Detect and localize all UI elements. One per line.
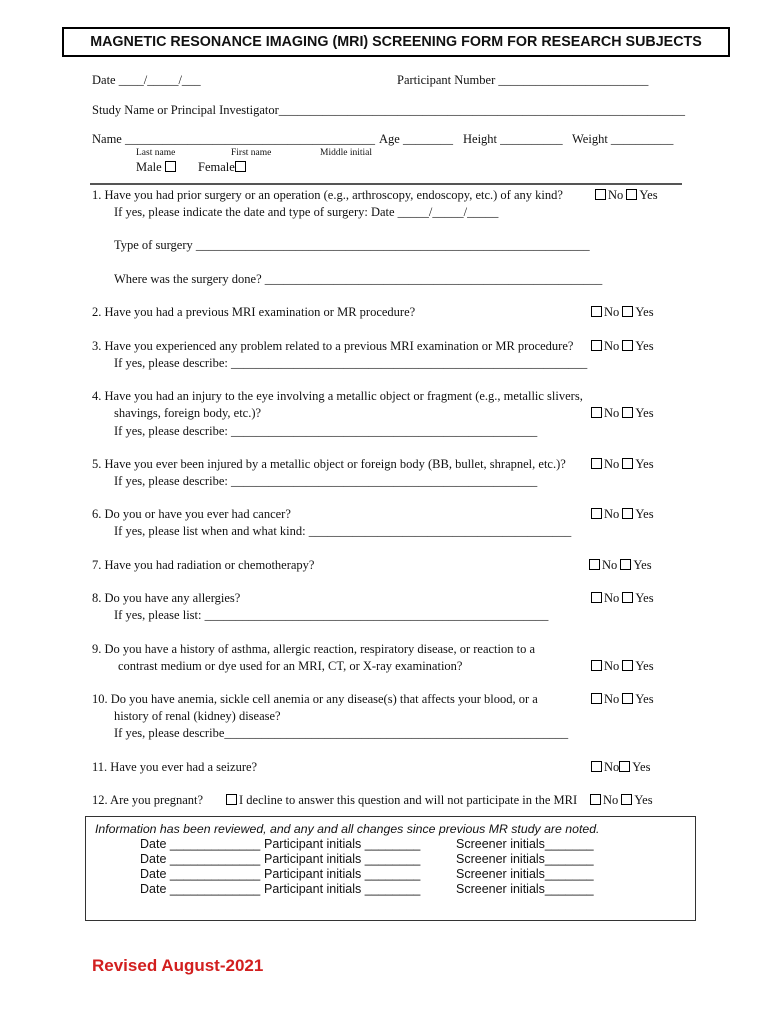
review-screener-initials[interactable]: Screener initials_______ — [456, 852, 594, 866]
yes-checkbox[interactable] — [622, 592, 633, 603]
question-5: 5. Have you ever been injured by a metallic object or foreign body (BB, bullet, shrapnel, etc.)? — [92, 457, 566, 471]
yes-checkbox[interactable] — [619, 761, 630, 772]
no-checkbox[interactable] — [591, 340, 602, 351]
yes-label: Yes — [635, 339, 654, 353]
male-option[interactable] — [136, 160, 178, 175]
no-label: No — [604, 760, 620, 774]
question-11: 11. Have you ever had a seizure? — [92, 760, 258, 774]
date-field[interactable]: Date ____/_____/___ — [92, 73, 201, 87]
yes-label: Yes — [635, 507, 654, 521]
review-date[interactable]: Date _____________ — [140, 867, 261, 881]
question-10-answer[interactable] — [591, 692, 654, 707]
yes-checkbox[interactable] — [626, 189, 637, 200]
no-label: No — [608, 188, 624, 202]
male-checkbox[interactable] — [165, 161, 176, 172]
yes-label: Yes — [635, 406, 654, 420]
question-10: 10. Do you have anemia, sickle cell anemia or any disease(s) that affects your blood, or a — [92, 692, 538, 706]
yes-label: Yes — [635, 457, 654, 471]
yes-checkbox[interactable] — [622, 660, 633, 671]
revised-label: Revised August-2021 — [92, 956, 264, 975]
question-12: 12. Are you pregnant? — [92, 793, 204, 807]
middle-initial-label: Middle initial — [320, 148, 372, 158]
question-11-answer[interactable] — [591, 760, 650, 775]
question-1-answer[interactable] — [595, 188, 658, 203]
no-checkbox[interactable] — [591, 306, 602, 317]
review-screener-initials[interactable]: Screener initials_______ — [456, 837, 594, 851]
question-6-answer[interactable] — [591, 507, 654, 522]
review-screener-initials[interactable]: Screener initials_______ — [456, 882, 594, 896]
female-checkbox[interactable] — [235, 161, 246, 172]
yes-checkbox[interactable] — [622, 306, 633, 317]
yes-checkbox[interactable] — [620, 559, 631, 570]
question-8-line-2[interactable]: If yes, please list: _______________________________________________________ — [114, 608, 549, 622]
yes-checkbox[interactable] — [622, 340, 633, 351]
yes-label: Yes — [635, 591, 654, 605]
yes-checkbox[interactable] — [622, 407, 633, 418]
review-participant-initials[interactable]: Participant initials ________ — [264, 882, 421, 896]
yes-checkbox[interactable] — [622, 508, 633, 519]
question-7-answer[interactable] — [589, 558, 652, 573]
question-4: 4. Have you had an injury to the eye involving a metallic object or fragment (e.g., metallic slivers, — [92, 389, 583, 403]
question-1-line-3[interactable]: Type of surgery _______________________________________________________________ — [114, 238, 590, 252]
yes-label: Yes — [634, 793, 653, 807]
yes-label: Yes — [635, 305, 654, 319]
no-label: No — [604, 406, 620, 420]
no-checkbox[interactable] — [595, 189, 606, 200]
no-checkbox[interactable] — [591, 693, 602, 704]
review-date[interactable]: Date _____________ — [140, 852, 261, 866]
review-screener-initials[interactable]: Screener initials_______ — [456, 867, 594, 881]
weight-field[interactable]: Weight __________ — [572, 132, 674, 146]
yes-checkbox[interactable] — [622, 693, 633, 704]
no-checkbox[interactable] — [591, 660, 602, 671]
question-2: 2. Have you had a previous MRI examination or MR procedure? — [92, 305, 416, 319]
decline-label: I decline to answer this question and will not participate in the MRI — [239, 793, 578, 807]
yes-label: Yes — [633, 558, 652, 572]
review-date[interactable]: Date _____________ — [140, 837, 261, 851]
question-7: 7. Have you had radiation or chemotherapy? — [92, 558, 315, 572]
participant-number-field[interactable]: Participant Number ________________________ — [397, 73, 649, 87]
age-field[interactable]: Age ________ — [379, 132, 453, 146]
no-label: No — [602, 558, 618, 572]
no-checkbox[interactable] — [591, 458, 602, 469]
form-title-box — [62, 27, 730, 57]
question-1-line-2[interactable]: If yes, please indicate the date and type of surgery: Date _____/_____/_____ — [114, 205, 499, 219]
question-9-answer[interactable] — [591, 659, 654, 674]
question-12-answer[interactable] — [590, 793, 653, 808]
yes-label: Yes — [639, 188, 658, 202]
question-4-line-3[interactable]: If yes, please describe: _________________________________________________ — [114, 424, 538, 438]
no-checkbox[interactable] — [591, 761, 602, 772]
height-field[interactable]: Height __________ — [463, 132, 563, 146]
question-9: 9. Do you have a history of asthma, allergic reaction, respiratory disease, or reaction to a — [92, 642, 536, 656]
yes-checkbox[interactable] — [622, 458, 633, 469]
question-5-line-2[interactable]: If yes, please describe: _________________________________________________ — [114, 474, 538, 488]
question-6-line-2[interactable]: If yes, please list when and what kind: __________________________________________ — [114, 524, 572, 538]
no-checkbox[interactable] — [591, 592, 602, 603]
no-label: No — [604, 339, 620, 353]
question-8: 8. Do you have any allergies? — [92, 591, 241, 605]
review-date[interactable]: Date _____________ — [140, 882, 261, 896]
question-1: 1. Have you had prior surgery or an operation (e.g., arthroscopy, endoscopy, etc.) of any kind? — [92, 188, 563, 202]
female-option[interactable] — [198, 160, 248, 175]
no-checkbox[interactable] — [589, 559, 600, 570]
no-label: No — [603, 793, 619, 807]
question-4-answer[interactable] — [591, 406, 654, 421]
yes-label: Yes — [632, 760, 651, 774]
no-label: No — [604, 659, 620, 673]
yes-label: Yes — [635, 692, 654, 706]
no-checkbox[interactable] — [590, 794, 601, 805]
no-label: No — [604, 457, 620, 471]
question-9-line-2: contrast medium or dye used for an MRI, CT, or X-ray examination? — [118, 659, 463, 673]
male-label: Male — [136, 160, 162, 174]
question-3-answer[interactable] — [591, 339, 654, 354]
divider — [90, 183, 682, 185]
question-1-line-4[interactable]: Where was the surgery done? ______________________________________________________ — [114, 272, 603, 286]
question-10-line-2: history of renal (kidney) disease? — [114, 709, 281, 723]
last-name-label: Last name — [136, 148, 176, 158]
question-10-line-3[interactable]: If yes, please describe_______________________________________________________ — [114, 726, 569, 740]
review-participant-initials[interactable]: Participant initials ________ — [264, 867, 421, 881]
review-participant-initials[interactable]: Participant initials ________ — [264, 852, 421, 866]
question-3-line-2[interactable]: If yes, please describe: _________________________________________________________ — [114, 356, 588, 370]
no-label: No — [604, 692, 620, 706]
female-label: Female — [198, 160, 235, 174]
no-checkbox[interactable] — [591, 407, 602, 418]
study-field[interactable]: Study Name or Principal Investigator_________________________________________________________________ — [92, 103, 686, 117]
question-4-line-2: shavings, foreign body, etc.)? — [114, 406, 262, 420]
question-3: 3. Have you experienced any problem related to a previous MRI examination or MR procedure? — [92, 339, 574, 353]
first-name-label: First name — [231, 148, 272, 158]
no-label: No — [604, 305, 620, 319]
review-note: Information has been reviewed, and any and all changes since previous MR study are noted. — [95, 822, 600, 836]
form-title: MAGNETIC RESONANCE IMAGING (MRI) SCREENING FORM FOR RESEARCH SUBJECTS — [90, 34, 702, 50]
decline-option[interactable] — [226, 793, 577, 808]
question-6: 6. Do you or have you ever had cancer? — [92, 507, 291, 521]
yes-checkbox[interactable] — [621, 794, 632, 805]
decline-checkbox[interactable] — [226, 794, 237, 805]
no-checkbox[interactable] — [591, 508, 602, 519]
name-field[interactable]: Name ________________________________________ — [92, 132, 375, 146]
question-8-answer[interactable] — [591, 591, 654, 606]
review-participant-initials[interactable]: Participant initials ________ — [264, 837, 421, 851]
no-label: No — [604, 507, 620, 521]
no-label: No — [604, 591, 620, 605]
question-2-answer[interactable] — [591, 305, 654, 320]
yes-label: Yes — [635, 659, 654, 673]
question-5-answer[interactable] — [591, 457, 654, 472]
